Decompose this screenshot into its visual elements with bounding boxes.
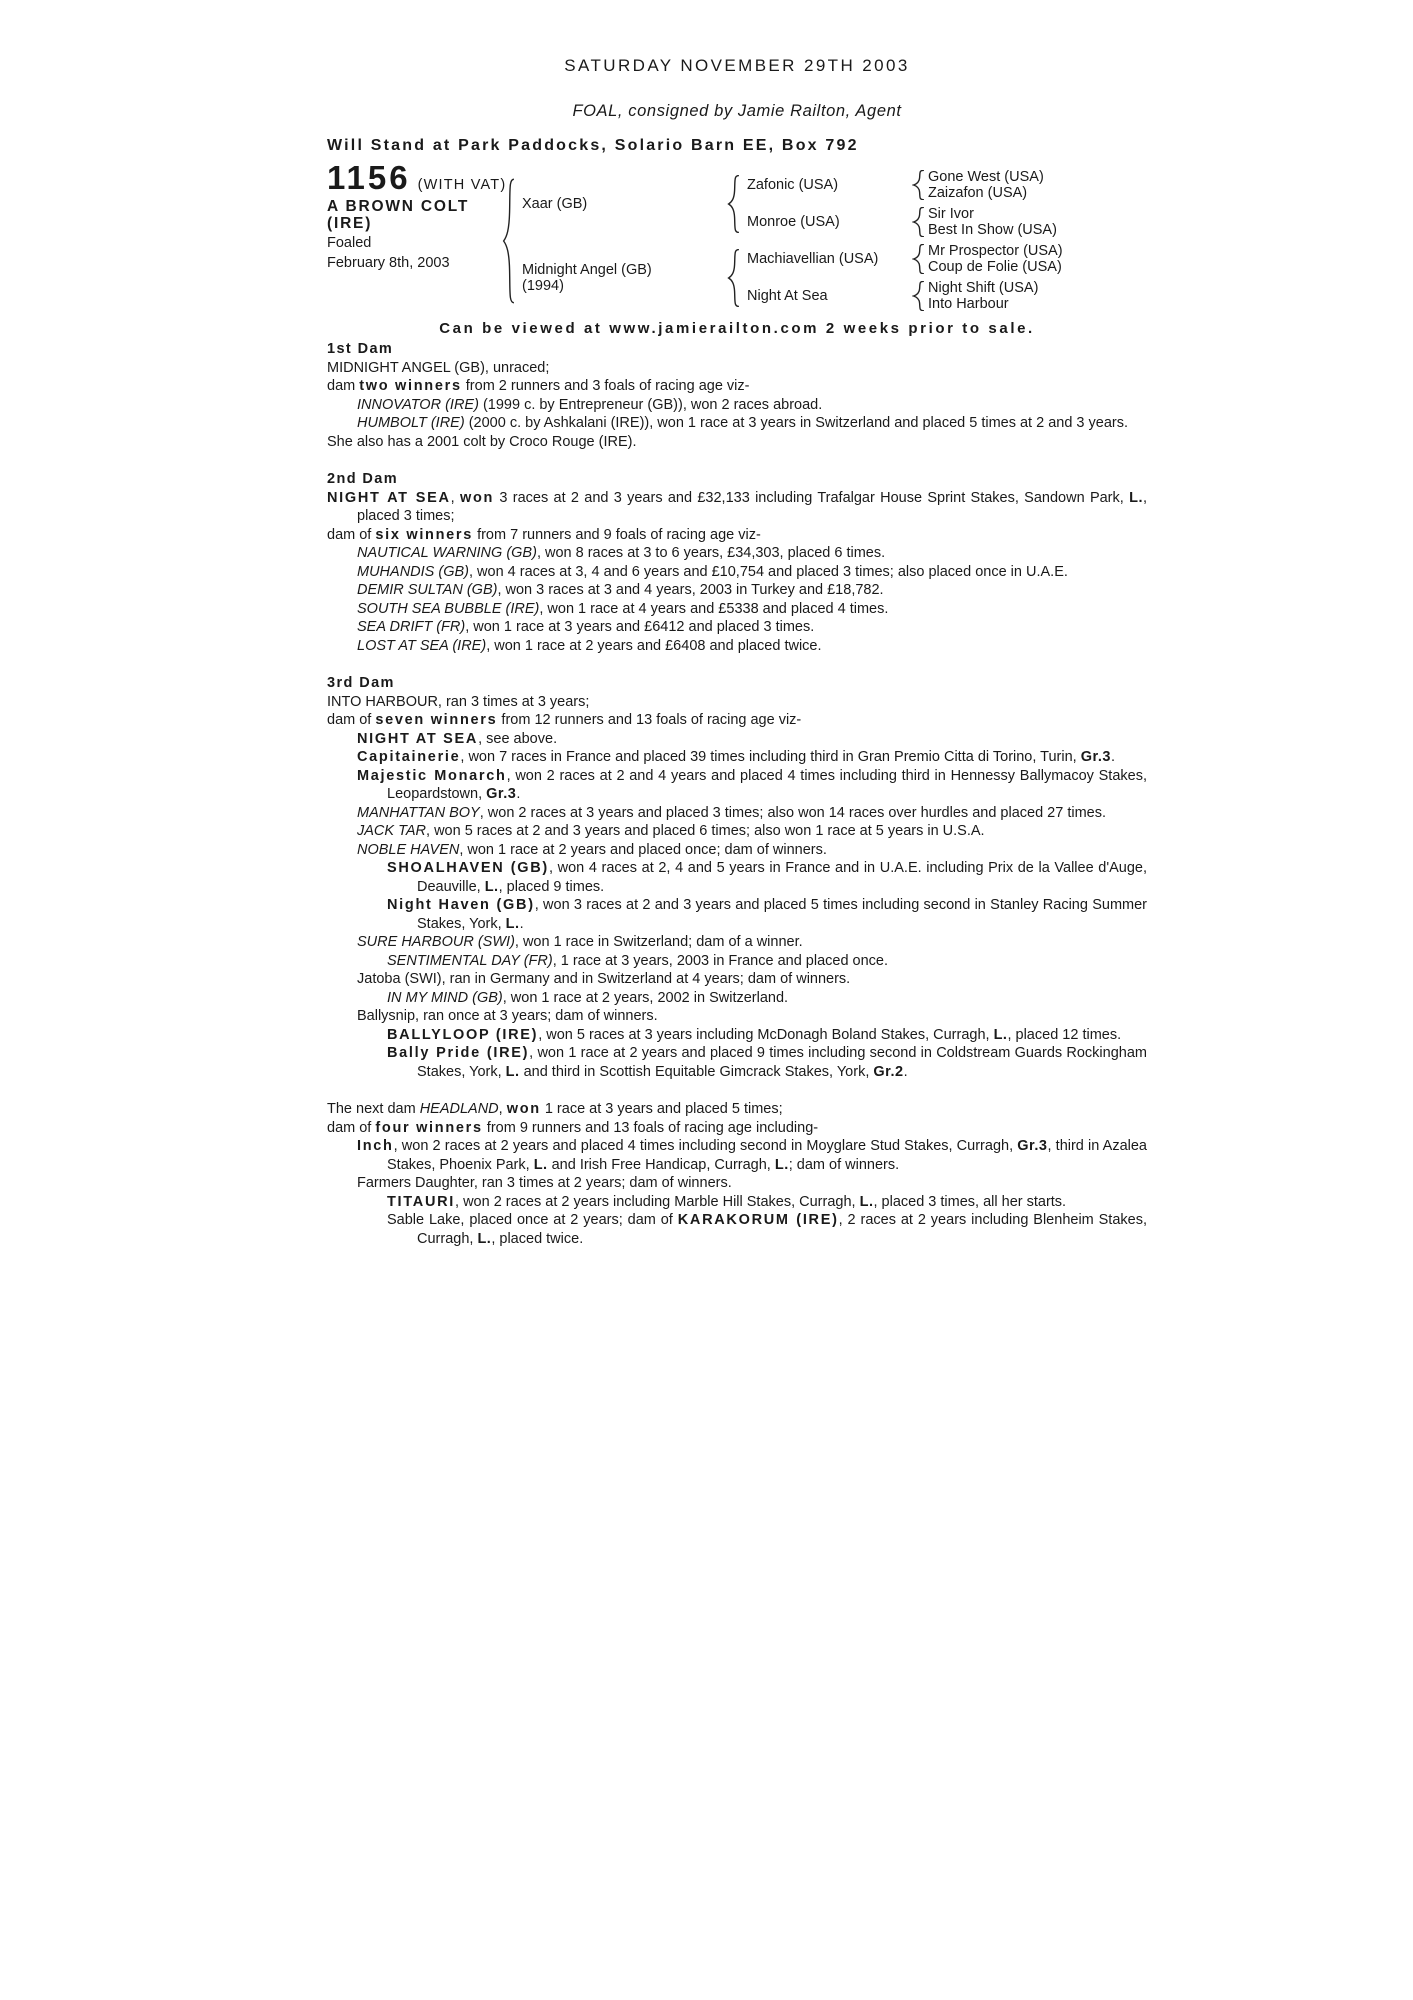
pedigree-paragraph: dam of six winners from 7 runners and 9 foals of racing age viz-	[327, 526, 761, 543]
sire-brace-cell	[727, 169, 747, 238]
pedigree-text-sections	[327, 340, 1147, 1248]
main-brace-cell	[502, 169, 522, 312]
curly-brace-icon	[727, 175, 740, 233]
pedigree-paragraph: BALLYLOOP (IRE), won 5 races at 3 years including McDonagh Boland Stakes, Curragh, L., placed 12 times.	[387, 1026, 1122, 1043]
pedigree-ancestor: Night Shift (USA)	[928, 280, 1039, 296]
lot-block	[327, 159, 507, 312]
pedigree-dam	[522, 243, 727, 312]
pedigree-paragraph: dam two winners from 2 runners and 3 foals of racing age viz-	[327, 378, 750, 394]
pedigree-paragraph: MUHANDIS (GB), won 4 races at 3, 4 and 6 years and £10,754 and placed 3 times; also placed once in U.A.E.	[357, 563, 1068, 580]
pedigree-paragraph: Bally Pride (IRE), won 1 race at 2 years and placed 9 times including second in Coldstream Guards Rockingham Stakes, York, L. and third in Scottish Equitable Gimcrack Stakes, York, Gr.2.	[387, 1045, 1147, 1080]
pedigree-paragraph: SEA DRIFT (FR), won 1 race at 3 years and £6412 and placed 3 times.	[357, 619, 815, 635]
pedigree-paragraph: dam of seven winners from 12 runners and 13 foals of racing age viz-	[327, 712, 802, 728]
pedigree-paragraph: TITAURI, won 2 races at 2 years including Marble Hill Stakes, Curragh, L., placed 3 times, all her starts.	[387, 1193, 1067, 1210]
catalogue-page	[327, 56, 1147, 1248]
pedigree-dam-year: (1994)	[522, 277, 564, 294]
pedigree-paragraph: IN MY MIND (GB), won 1 race at 2 years, 2002 in Switzerland.	[387, 989, 789, 1006]
curly-brace-icon	[912, 244, 925, 274]
gen4-brace-cell	[912, 169, 928, 201]
pedigree-ancestor-pair	[928, 206, 1147, 238]
gen4-brace-cell	[912, 280, 928, 312]
pedigree-paragraph: She also has a 2001 colt by Croco Rouge (IRE).	[327, 433, 637, 450]
gen4-brace-cell	[912, 243, 928, 275]
pedigree-sire: Xaar (GB)	[522, 195, 588, 212]
pedigree-paragraph: LOST AT SEA (IRE), won 1 race at 2 years and £6408 and placed twice.	[357, 637, 822, 654]
pedigree-paragraph: INTO HARBOUR, ran 3 times at 3 years;	[327, 693, 590, 710]
pedigree-ancestor: Gone West (USA)	[928, 169, 1044, 185]
curly-brace-icon	[912, 281, 925, 311]
pedigree-ancestor-pair	[928, 243, 1147, 275]
pedigree-paragraph: MANHATTAN BOY, won 2 races at 3 years and placed 3 times; also won 14 races over hurdles and placed 27 times.	[357, 804, 1106, 821]
pedigree-ancestor: Zafonic (USA)	[747, 177, 839, 193]
pedigree-paragraph: Ballysnip, ran once at 3 years; dam of winners.	[357, 1008, 658, 1024]
pedigree-ancestor: Into Harbour	[928, 296, 1009, 312]
gen4-brace-cell	[912, 206, 928, 238]
pedigree-paragraph: Jatoba (SWI), ran in Germany and in Switzerland at 4 years; dam of winners.	[357, 971, 851, 987]
stand-location: Will Stand at Park Paddocks, Solario Barn EE, Box 792	[327, 137, 859, 154]
pedigree-paragraph: SOUTH SEA BUBBLE (IRE), won 1 race at 4 years and £5338 and placed 4 times.	[357, 600, 889, 617]
colt-description: A BROWN COLT	[327, 198, 470, 215]
vat-note: (WITH VAT)	[417, 177, 507, 193]
curly-brace-icon	[727, 249, 740, 307]
pedigree-paragraph: MIDNIGHT ANGEL (GB), unraced;	[327, 359, 550, 376]
foaled-label: Foaled	[327, 235, 372, 251]
pedigree-paragraph: HUMBOLT (IRE) (2000 c. by Ashkalani (IRE)), won 1 race at 3 years in Switzerland and placed 5 times at 2 and 3 years.	[357, 415, 1128, 431]
pedigree-ancestor: Zaizafon (USA)	[928, 185, 1028, 201]
colt-country: (IRE)	[327, 215, 373, 232]
pedigree-ancestor: Night At Sea	[747, 288, 828, 304]
dam-heading: 3rd Dam	[327, 675, 395, 691]
pedigree-paragraph: The next dam HEADLAND, won 1 race at 3 years and placed 5 times;	[327, 1101, 783, 1117]
pedigree-ancestor: Machiavellian (USA)	[747, 251, 879, 267]
pedigree-paragraph: Sable Lake, placed once at 2 years; dam of KARAKORUM (IRE), 2 races at 2 years including Blenheim Stakes, Curragh, L., placed twice.	[387, 1212, 1147, 1247]
pedigree-ancestor: Mr Prospector (USA)	[928, 243, 1063, 259]
pedigree-paragraph: Majestic Monarch, won 2 races at 2 and 4 years and placed 4 times including third in Hennessy Ballymacoy Stakes, Leopardstown, Gr.3.	[357, 767, 1147, 802]
section-gap	[327, 1081, 1147, 1100]
sale-date: SATURDAY NOVEMBER 29TH 2003	[564, 56, 910, 75]
pedigree-paragraph: Capitainerie, won 7 races in France and placed 39 times including third in Gran Premio Citta di Torino, Turin, Gr.3.	[357, 749, 1115, 765]
dam-brace-cell	[727, 243, 747, 312]
pedigree-ancestor: Best In Show (USA)	[928, 222, 1057, 238]
lot-number: 1156	[327, 159, 411, 196]
pedigree-paragraph: JACK TAR, won 5 races at 2 and 3 years and placed 6 times; also won 1 race at 5 years in U.S.A.	[357, 823, 985, 839]
pedigree-paragraph: NIGHT AT SEA, see above.	[357, 730, 558, 747]
pedigree-paragraph: Inch, won 2 races at 2 years and placed 4 times including second in Moyglare Stud Stakes, Curragh, Gr.3, third in Azalea Stakes, Phoenix Park, L. and Irish Free Handicap, Curragh, L.; dam of winners.	[357, 1138, 1147, 1173]
viewing-note: Can be viewed at www.jamierailton.com 2 weeks prior to sale.	[439, 320, 1035, 337]
pedigree-paragraph: INNOVATOR (IRE) (1999 c. by Entrepreneur (GB)), won 2 races abroad.	[357, 396, 823, 413]
pedigree-ancestor: Monroe (USA)	[747, 214, 840, 230]
pedigree-ancestor-pair	[928, 169, 1147, 201]
pedigree-ancestor-pair	[928, 280, 1147, 312]
pedigree-paragraph: SHOALHAVEN (GB), won 4 races at 2, 4 and 5 years in France and in U.A.E. including Prix de la Vallee d'Auge, Deauville, L., placed 9 times.	[387, 860, 1147, 895]
pedigree-paragraph: SURE HARBOUR (SWI), won 1 race in Switzerland; dam of a winner.	[357, 934, 803, 950]
pedigree-ancestor: Sir Ivor	[928, 206, 974, 222]
curly-brace-icon	[912, 207, 925, 237]
pedigree-paragraph: Night Haven (GB), won 3 races at 2 and 3 years and placed 5 times including second in Stanley Racing Summer Stakes, York, L..	[387, 897, 1147, 932]
curly-brace-icon	[502, 178, 515, 304]
pedigree-paragraph: NIGHT AT SEA, won 3 races at 2 and 3 years and £32,133 including Trafalgar House Sprint Stakes, Sandown Park, L., placed 3 times;	[327, 489, 1148, 524]
pedigree-table	[327, 159, 1147, 312]
dam-heading: 1st Dam	[327, 341, 394, 357]
pedigree-paragraph: SENTIMENTAL DAY (FR), 1 race at 3 years, 2003 in France and placed once.	[387, 952, 889, 969]
pedigree-dam-name: Midnight Angel (GB)	[522, 261, 652, 278]
pedigree-paragraph: Farmers Daughter, ran 3 times at 2 years; dam of winners.	[357, 1175, 732, 1191]
foaled-date: February 8th, 2003	[327, 254, 450, 271]
pedigree-paragraph: DEMIR SULTAN (GB), won 3 races at 3 and 4 years, 2003 in Turkey and £18,782.	[357, 582, 884, 598]
pedigree-ancestor: Coup de Folie (USA)	[928, 259, 1062, 275]
curly-brace-icon	[912, 170, 925, 200]
pedigree-paragraph: NAUTICAL WARNING (GB), won 8 races at 3 to 6 years, £34,303, placed 6 times.	[357, 545, 886, 561]
dam-heading: 2nd Dam	[327, 471, 399, 487]
pedigree-paragraph: NOBLE HAVEN, won 1 race at 2 years and placed once; dam of winners.	[357, 841, 827, 858]
pedigree-paragraph: dam of four winners from 9 runners and 13 foals of racing age including-	[327, 1119, 819, 1136]
consignor-line: FOAL, consigned by Jamie Railton, Agent	[572, 102, 902, 120]
